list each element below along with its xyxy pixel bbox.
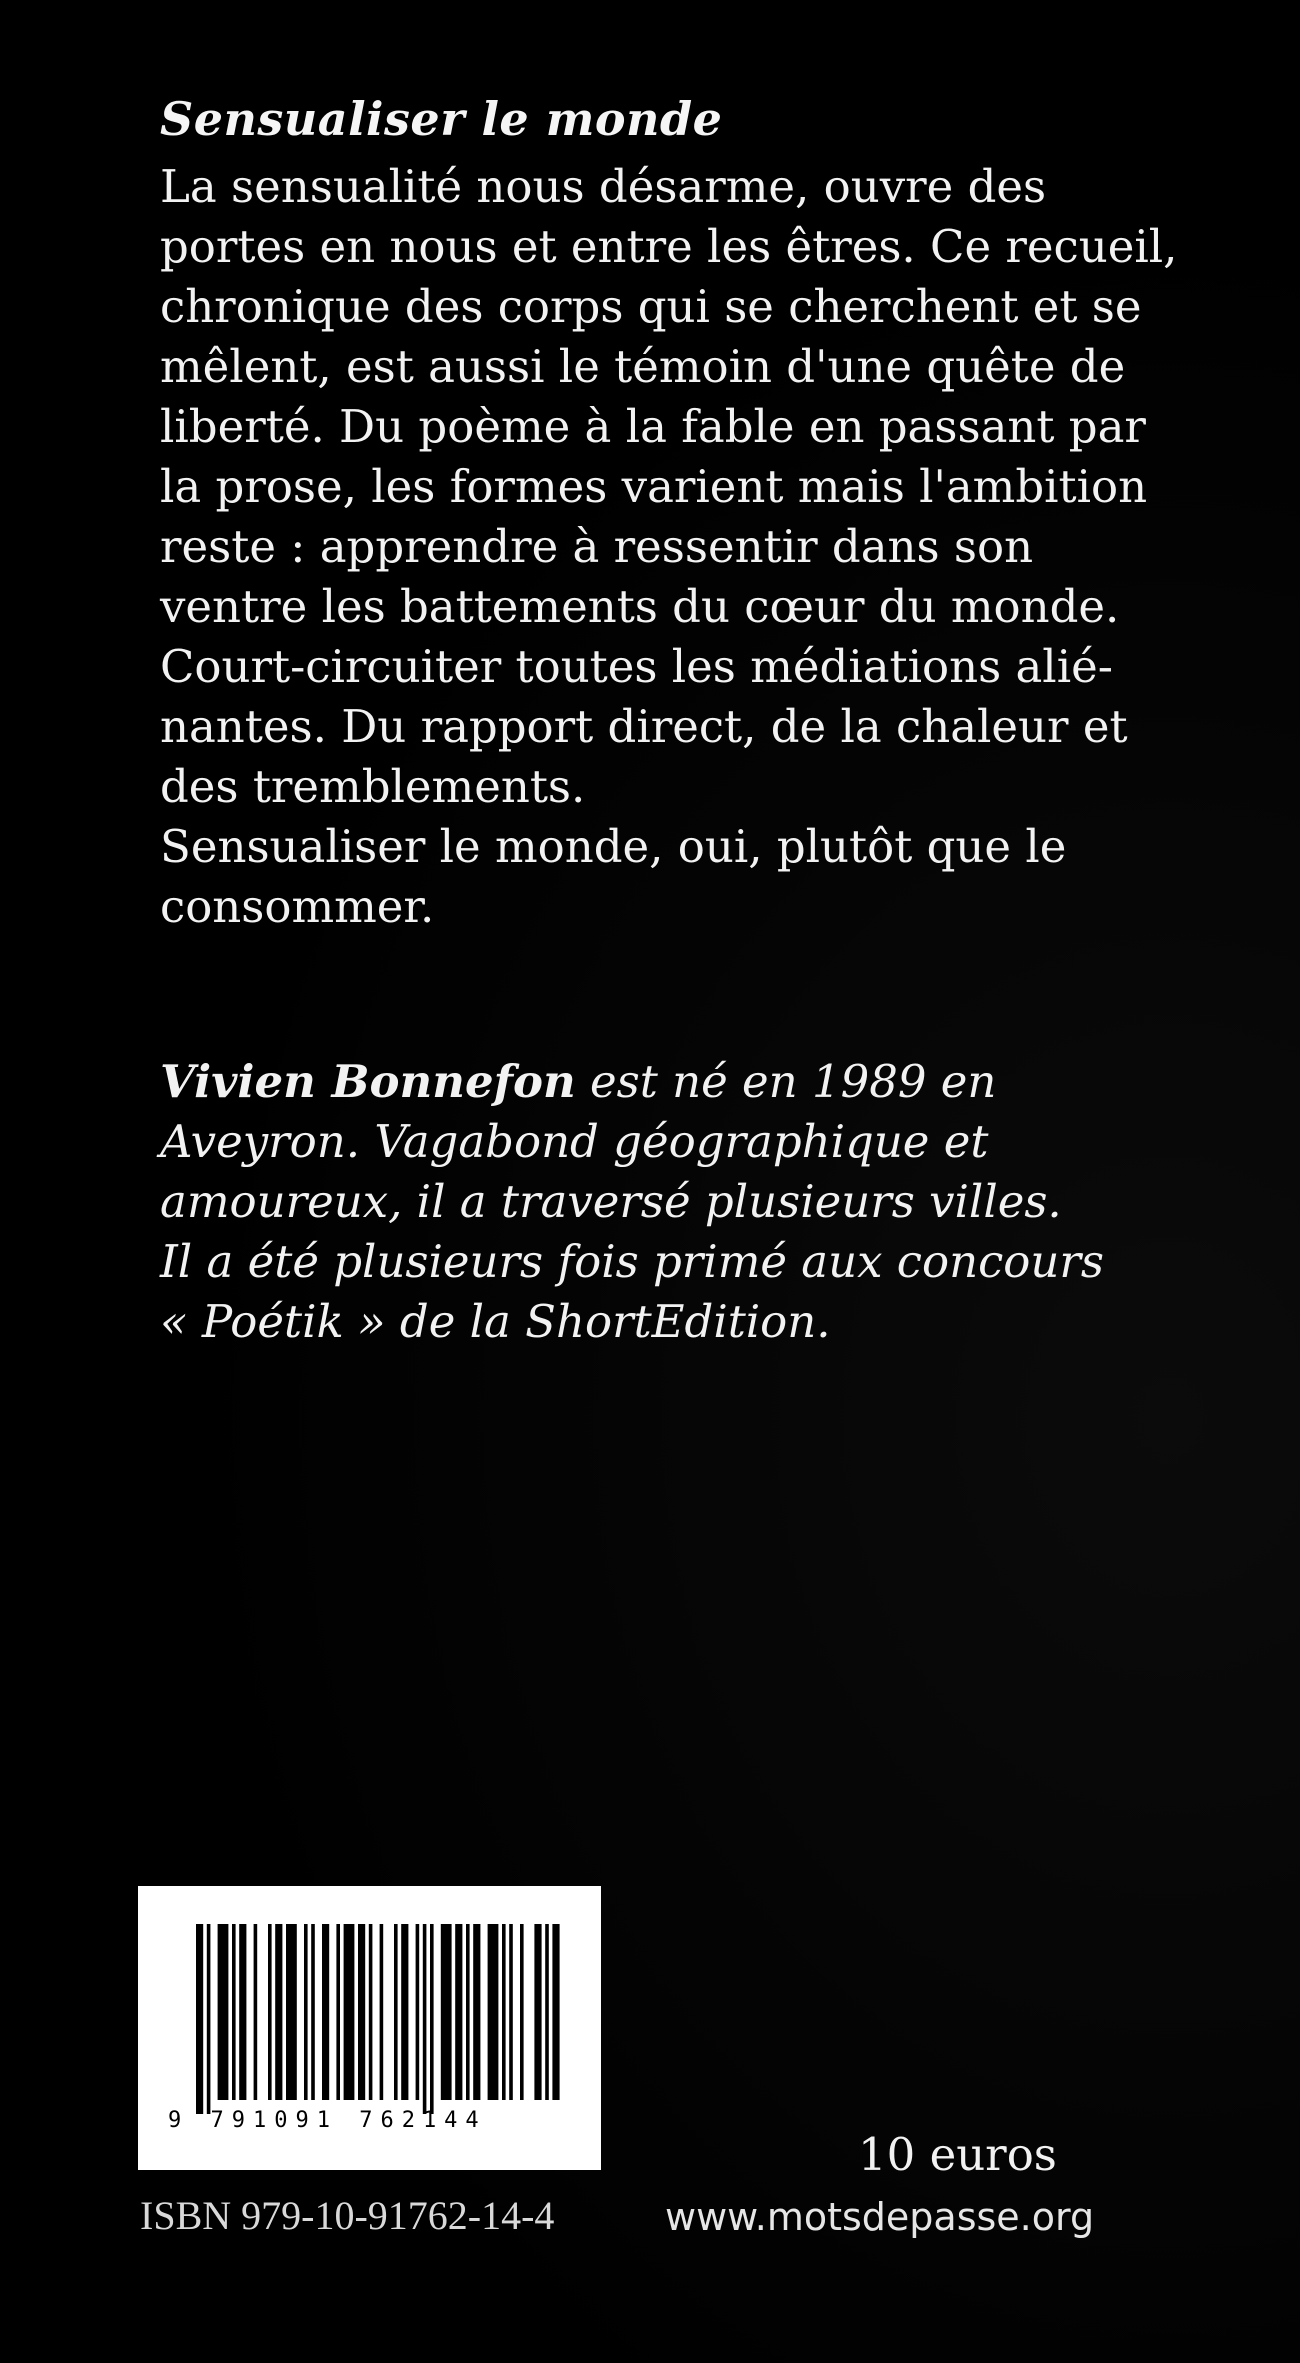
barcode-bar <box>196 1924 203 2114</box>
barcode-bar <box>268 1924 272 2100</box>
author-bio <box>160 1052 1160 1352</box>
barcode-bar <box>466 1924 470 2100</box>
synopsis-line: la prose, les formes varient mais l'ambition <box>160 460 1148 513</box>
synopsis-line: Sensualiser le monde, oui, plutôt que le <box>160 820 1067 873</box>
synopsis-line: consommer. <box>160 880 435 933</box>
barcode-bar <box>441 1924 452 2100</box>
author-name: Vivien Bonnefon <box>160 1055 576 1108</box>
bio-line: « Poétik » de la ShortEdition. <box>160 1295 831 1348</box>
bio-line: amoureux, il a traversé plusieurs villes. <box>160 1175 1062 1228</box>
synopsis-line: chronique des corps qui se cherchent et se <box>160 280 1142 333</box>
barcode-bar <box>336 1924 340 2100</box>
barcode-bar <box>322 1924 329 2100</box>
book-title: Sensualiser le monde <box>160 92 723 146</box>
barcode-bar <box>207 1924 211 2114</box>
synopsis-line: Court-circuiter toutes les médiations alié- <box>160 640 1113 693</box>
barcode-bar <box>520 1924 524 2100</box>
barcode-bar <box>275 1924 282 2100</box>
barcode-bar <box>394 1924 398 2100</box>
barcode-bar <box>232 1924 236 2100</box>
barcode-bar <box>552 1924 559 2100</box>
barcode-bar <box>502 1924 506 2100</box>
barcode-bar <box>369 1924 373 2100</box>
barcode-bar <box>358 1924 365 2100</box>
barcode-bar <box>344 1924 355 2100</box>
bio-line: Il a été plusieurs fois primé aux concours <box>160 1235 1104 1288</box>
synopsis-line: reste : apprendre à ressentir dans son <box>160 520 1034 573</box>
bio-line-rest: est né en 1989 en <box>575 1055 997 1108</box>
barcode-bar <box>473 1924 480 2100</box>
barcode-bar <box>545 1924 549 2100</box>
barcode-bar <box>286 1924 297 2100</box>
barcode-bar <box>380 1924 384 2100</box>
barcode <box>138 1886 601 2170</box>
isbn: ISBN 979-10-91762-14-4 <box>140 2193 555 2238</box>
synopsis-line: ventre les battements du cœur du monde. <box>160 580 1120 633</box>
barcode-bar <box>416 1924 420 2100</box>
synopsis-line: nantes. Du rapport direct, de la chaleur et <box>160 700 1128 753</box>
barcode-bar <box>218 1924 229 2100</box>
synopsis-line: liberté. Du poème à la fable en passant par <box>160 400 1146 453</box>
barcode-bar <box>239 1924 246 2100</box>
bio-line <box>160 1052 1160 1112</box>
synopsis-line: mêlent, est aussi le témoin d'une quête de <box>160 340 1126 393</box>
website-link[interactable]: www.motsdepasse.org <box>665 2195 1095 2239</box>
bio-line: Aveyron. Vagabond géographique et <box>160 1115 989 1168</box>
barcode-bar <box>254 1924 258 2100</box>
synopsis-line: des tremblements. <box>160 760 586 813</box>
barcode-bar <box>304 1924 308 2100</box>
barcode-bar <box>509 1924 513 2100</box>
barcode-bar <box>401 1924 408 2100</box>
synopsis <box>160 157 1178 937</box>
barcode-bar <box>488 1924 499 2100</box>
synopsis-line: portes en nous et entre les êtres. Ce recueil, <box>160 220 1178 273</box>
price: 10 euros <box>858 2128 1057 2181</box>
barcode-bar <box>423 1924 427 2114</box>
barcode-bar <box>455 1924 462 2100</box>
barcode-bar <box>311 1924 315 2100</box>
barcode-digits: 9 791091 762144 <box>168 2108 487 2133</box>
barcode-bar <box>430 1924 434 2114</box>
barcode-bar <box>534 1924 541 2100</box>
synopsis-line: La sensualité nous désarme, ouvre des <box>160 160 1047 213</box>
